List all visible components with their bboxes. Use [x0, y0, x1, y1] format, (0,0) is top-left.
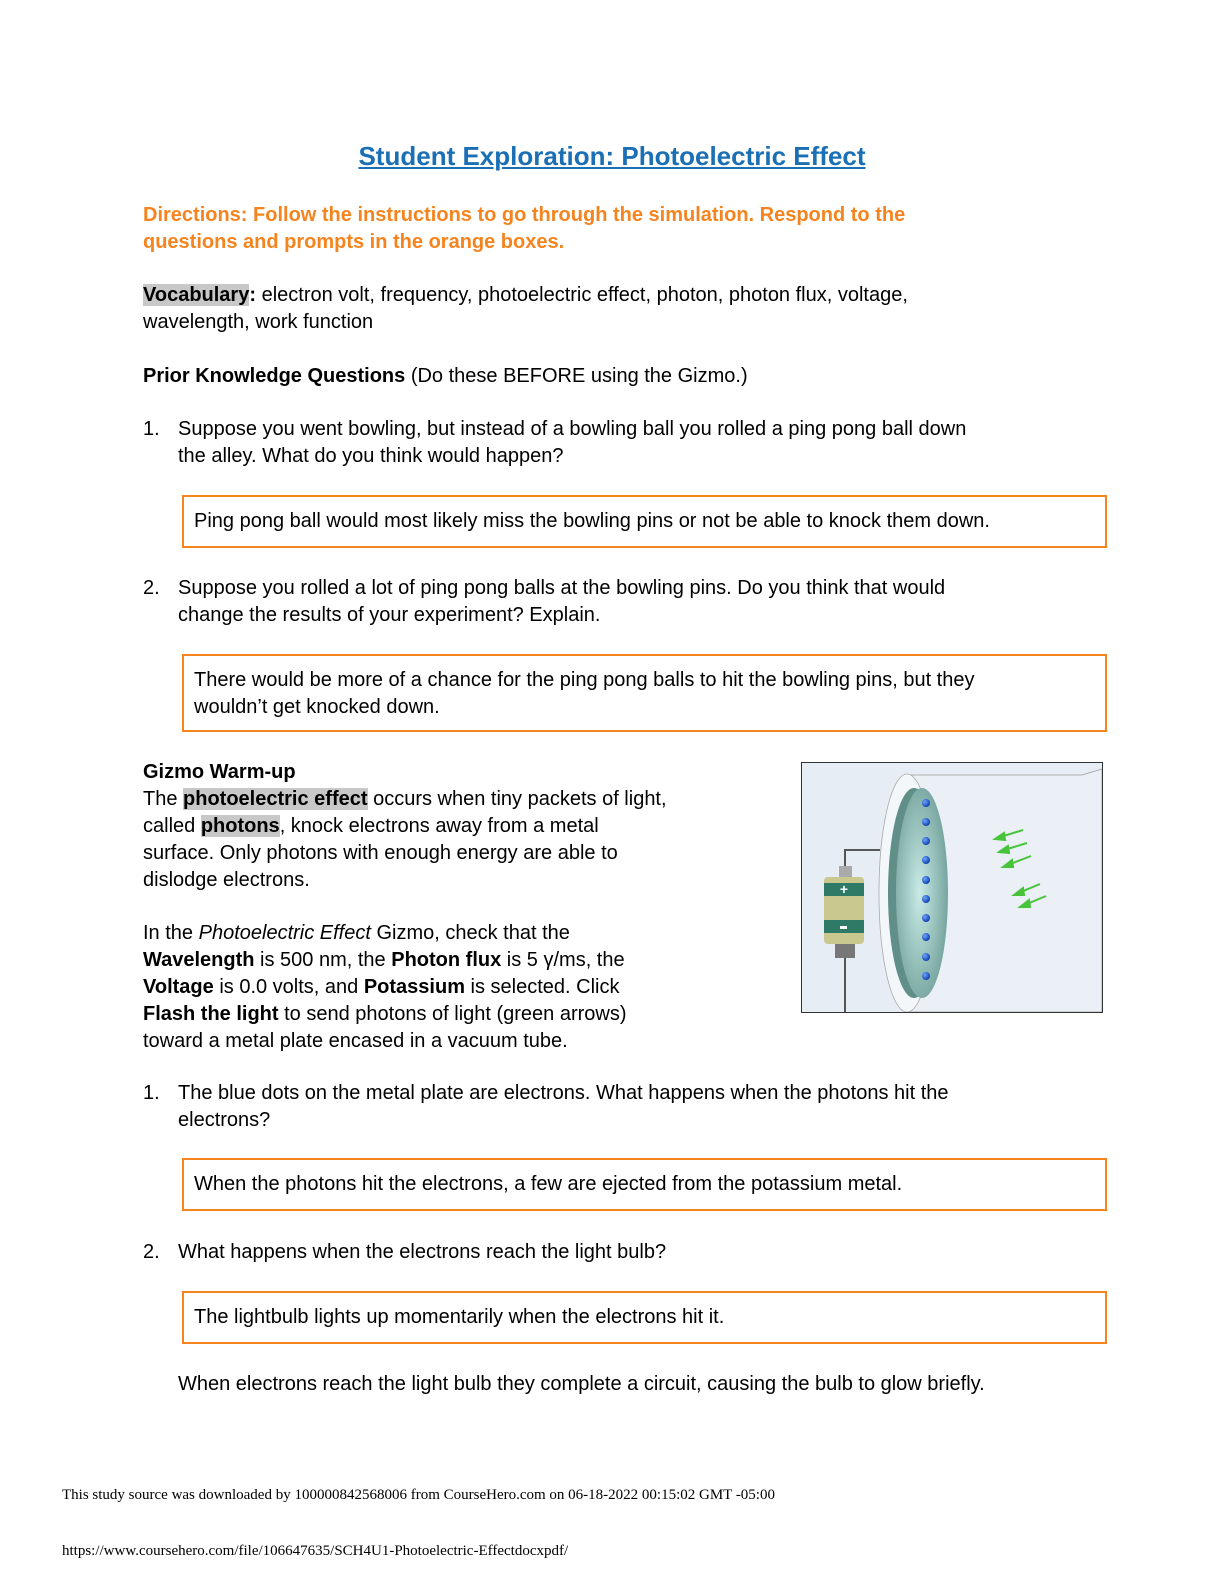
warmup-text: surface. Only photons with enough energy are able to [143, 842, 618, 864]
warmup-text: toward a metal plate encased in a vacuum tube. [143, 1030, 568, 1052]
question-number: 1. [143, 418, 160, 440]
page-title: Student Exploration: Photoelectric Effect [358, 141, 866, 171]
question-number: 2. [143, 1241, 160, 1263]
answer-text: Ping pong ball would most likely miss the bowling pins or not be able to knock them down. [194, 510, 990, 532]
warmup-text: Wavelength is 500 nm, the Photon flux is 5 γ/ms, the [143, 949, 625, 971]
prior-heading-label: Prior Knowledge Questions [143, 365, 406, 387]
warmup-heading: Gizmo Warm-up [143, 761, 296, 783]
prior-knowledge-heading [143, 363, 748, 390]
answer-box[interactable] [182, 1291, 1107, 1344]
warmup-text: dislodge electrons. [143, 869, 310, 891]
warmup-text: called photons, knock electrons away from a metal [143, 815, 599, 837]
gizmo-illustration [801, 762, 1103, 1013]
svg-text:+: + [839, 881, 849, 897]
directions-line-1: Directions: Follow the instructions to go through the simulation. Respond to the [143, 204, 906, 226]
battery-icon [824, 866, 864, 958]
vocabulary-line-2: wavelength, work function [143, 311, 374, 333]
source-url[interactable]: https://www.coursehero.com/file/106647635/SCH4U1-Photoelectric-Effectdocxpdf/ [62, 1543, 569, 1559]
warmup-text: In the Photoelectric Effect Gizmo, check that the [143, 922, 570, 944]
vocabulary-colon: : [249, 284, 257, 306]
question-number: 1. [143, 1082, 160, 1104]
question-text: electrons? [178, 1109, 271, 1131]
warmup-text: Voltage is 0.0 volts, and Potassium is selected. Click [143, 976, 620, 998]
term-photons: photons [200, 815, 280, 837]
question-text: The blue dots on the metal plate are electrons. What happens when the photons hit the [178, 1082, 949, 1104]
answer-text: There would be more of a chance for the ping pong balls to hit the bowling pins, but they wouldn’t get knocked down. [194, 669, 975, 718]
download-notice: This study source was downloaded by 100000842568006 from CourseHero.com on 06-18-2022 00:15:02 GMT -05:00 [62, 1487, 775, 1503]
extra-note: When electrons reach the light bulb they complete a circuit, causing the bulb to glow briefly. [178, 1373, 985, 1395]
answer-box[interactable] [182, 654, 1107, 732]
vocabulary-line-1 [143, 282, 908, 309]
answer-box[interactable] [182, 1158, 1107, 1211]
answer-text: The lightbulb lights up momentarily when the electrons hit it. [194, 1306, 725, 1328]
question-number: 2. [143, 577, 160, 599]
question-text: Suppose you went bowling, but instead of a bowling ball you rolled a ping pong ball down [178, 418, 967, 440]
warmup-text: Flash the light to send photons of light (green arrows) [143, 1003, 627, 1025]
question-text: the alley. What do you think would happen? [178, 445, 564, 467]
vocabulary-label: Vocabulary [143, 284, 250, 306]
photoelectric-tube-diagram [802, 763, 1102, 1012]
question-text: change the results of your experiment? Explain. [178, 604, 601, 626]
question-text: What happens when the electrons reach the light bulb? [178, 1241, 667, 1263]
directions-line-2: questions and prompts in the orange boxes. [143, 231, 565, 253]
term-photoelectric-effect: photoelectric effect [183, 788, 368, 810]
vocabulary-terms: electron volt, frequency, photoelectric effect, photon, photon flux, voltage, [256, 284, 908, 306]
question-text: Suppose you rolled a lot of ping pong balls at the bowling pins. Do you think that would [178, 577, 946, 599]
answer-box[interactable] [182, 495, 1107, 548]
prior-heading-note: (Do these BEFORE using the Gizmo.) [405, 365, 748, 387]
warmup-text: The photoelectric effect occurs when tiny packets of light, [143, 788, 667, 810]
answer-text: When the photons hit the electrons, a few are ejected from the potassium metal. [194, 1173, 903, 1195]
metal-plate [896, 788, 948, 998]
